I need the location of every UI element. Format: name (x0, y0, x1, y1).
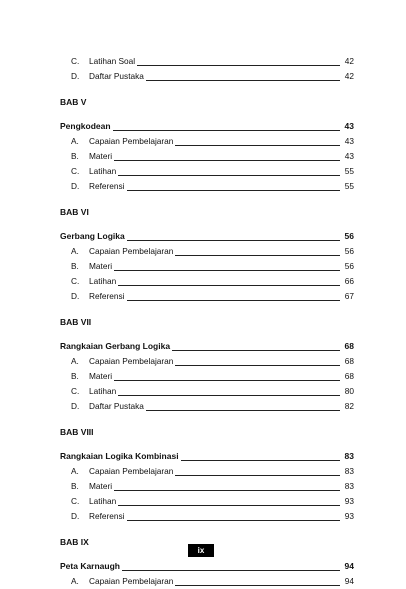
entry-letter: A. (71, 246, 79, 256)
toc-entry[interactable] (60, 479, 354, 494)
leader-line (175, 585, 340, 586)
chapter-heading[interactable] (60, 449, 354, 464)
table-of-contents (60, 54, 354, 589)
leader-line (113, 130, 340, 131)
entry-page-number: 66 (344, 276, 354, 286)
toc-entry[interactable] (60, 54, 354, 69)
entry-title: Referensi (89, 511, 125, 521)
entry-letter: C. (71, 386, 80, 396)
toc-entry[interactable] (60, 274, 354, 289)
toc-entry[interactable] (60, 164, 354, 179)
entry-title: Capaian Pembelajaran (89, 466, 174, 476)
entry-title: Latihan (89, 496, 117, 506)
entry-page-number: 42 (344, 71, 354, 81)
leader-line (122, 570, 340, 571)
leader-line (175, 475, 340, 476)
entry-letter: D. (71, 401, 80, 411)
toc-entry[interactable] (60, 384, 354, 399)
chapter-label: BAB V (60, 97, 87, 107)
leader-line (175, 145, 340, 146)
spacer (60, 330, 354, 339)
spacer (60, 220, 354, 229)
entry-title: Daftar Pustaka (89, 71, 144, 81)
entry-title: Capaian Pembelajaran (89, 576, 174, 586)
entry-page-number: 80 (344, 386, 354, 396)
chapter-title: Rangkaian Logika Kombinasi (60, 451, 179, 461)
chapter-heading[interactable] (60, 339, 354, 354)
leader-line (118, 505, 340, 506)
entry-letter: D. (71, 511, 80, 521)
spacer (60, 440, 354, 449)
toc-entry[interactable] (60, 259, 354, 274)
entry-letter: C. (71, 496, 80, 506)
toc-entry[interactable] (60, 369, 354, 384)
chapter-label: BAB VII (60, 317, 92, 327)
leader-line (137, 65, 340, 66)
chapter-title: Rangkaian Gerbang Logika (60, 341, 171, 351)
spacer (60, 524, 354, 535)
chapter-page-number: 68 (344, 341, 354, 351)
leader-line (175, 255, 340, 256)
toc-entry[interactable] (60, 69, 354, 84)
entry-page-number: 83 (344, 481, 354, 491)
leader-line (114, 380, 340, 381)
chapter-label: BAB VI (60, 207, 89, 217)
chapter-heading[interactable] (60, 119, 354, 134)
toc-entry[interactable] (60, 399, 354, 414)
chapter-heading[interactable] (60, 559, 354, 574)
toc-entry[interactable] (60, 509, 354, 524)
entry-title: Referensi (89, 181, 125, 191)
spacer (60, 304, 354, 315)
entry-letter: C. (71, 166, 80, 176)
chapter-page-number: 94 (344, 561, 354, 571)
leader-line (114, 270, 340, 271)
leader-line (172, 350, 340, 351)
chapter-page-number: 83 (344, 451, 354, 461)
entry-page-number: 55 (344, 181, 354, 191)
entry-title: Capaian Pembelajaran (89, 246, 174, 256)
entry-letter: B. (71, 481, 79, 491)
entry-letter: A. (71, 136, 79, 146)
entry-title: Latihan (89, 386, 117, 396)
entry-title: Materi (89, 371, 113, 381)
entry-page-number: 94 (344, 576, 354, 586)
chapter-label: BAB VIII (60, 427, 94, 437)
entry-title: Daftar Pustaka (89, 401, 144, 411)
entry-page-number: 68 (344, 356, 354, 366)
entry-title: Latihan Soal (89, 56, 136, 66)
chapter-page-number: 56 (344, 231, 354, 241)
spacer (60, 414, 354, 425)
chapter-title: Peta Karnaugh (60, 561, 120, 571)
entry-title: Latihan (89, 166, 117, 176)
spacer (60, 84, 354, 95)
entry-page-number: 67 (344, 291, 354, 301)
entry-letter: A. (71, 356, 79, 366)
leader-line (118, 285, 340, 286)
toc-entry[interactable] (60, 494, 354, 509)
entry-page-number: 93 (344, 496, 354, 506)
chapter-page-number: 43 (344, 121, 354, 131)
entry-letter: A. (71, 576, 79, 586)
toc-entry[interactable] (60, 244, 354, 259)
leader-line (127, 520, 340, 521)
leader-line (127, 240, 340, 241)
entry-letter: C. (71, 276, 80, 286)
entry-page-number: 83 (344, 466, 354, 476)
leader-line (146, 80, 340, 81)
leader-line (181, 460, 340, 461)
entry-letter: D. (71, 71, 80, 81)
toc-entry[interactable] (60, 289, 354, 304)
chapter-heading[interactable] (60, 229, 354, 244)
leader-line (118, 175, 340, 176)
spacer (60, 110, 354, 119)
entry-page-number: 56 (344, 246, 354, 256)
chapter-title: Pengkodean (60, 121, 111, 131)
entry-page-number: 68 (344, 371, 354, 381)
toc-entry[interactable] (60, 149, 354, 164)
entry-letter: D. (71, 291, 80, 301)
entry-letter: B. (71, 261, 79, 271)
toc-entry[interactable] (60, 574, 354, 589)
spacer (60, 194, 354, 205)
entry-page-number: 56 (344, 261, 354, 271)
chapter-title: Gerbang Logika (60, 231, 125, 241)
entry-title: Capaian Pembelajaran (89, 356, 174, 366)
toc-entry[interactable] (60, 354, 354, 369)
entry-page-number: 42 (344, 56, 354, 66)
entry-title: Materi (89, 151, 113, 161)
entry-letter: B. (71, 151, 79, 161)
entry-title: Capaian Pembelajaran (89, 136, 174, 146)
chapter-label: BAB IX (60, 537, 89, 547)
entry-title: Materi (89, 481, 113, 491)
entry-title: Referensi (89, 291, 125, 301)
entry-letter: A. (71, 466, 79, 476)
entry-page-number: 55 (344, 166, 354, 176)
toc-entry[interactable] (60, 134, 354, 149)
leader-line (127, 190, 340, 191)
leader-line (175, 365, 340, 366)
toc-entry[interactable] (60, 179, 354, 194)
entry-letter: B. (71, 371, 79, 381)
leader-line (118, 395, 340, 396)
entry-page-number: 43 (344, 151, 354, 161)
entry-letter: C. (71, 56, 80, 66)
entry-title: Latihan (89, 276, 117, 286)
leader-line (127, 300, 340, 301)
entry-page-number: 43 (344, 136, 354, 146)
leader-line (114, 490, 340, 491)
toc-entry[interactable] (60, 464, 354, 479)
leader-line (114, 160, 340, 161)
entry-page-number: 93 (344, 511, 354, 521)
entry-title: Materi (89, 261, 113, 271)
leader-line (146, 410, 340, 411)
page-number: ix (188, 544, 214, 557)
entry-page-number: 82 (344, 401, 354, 411)
entry-letter: D. (71, 181, 80, 191)
